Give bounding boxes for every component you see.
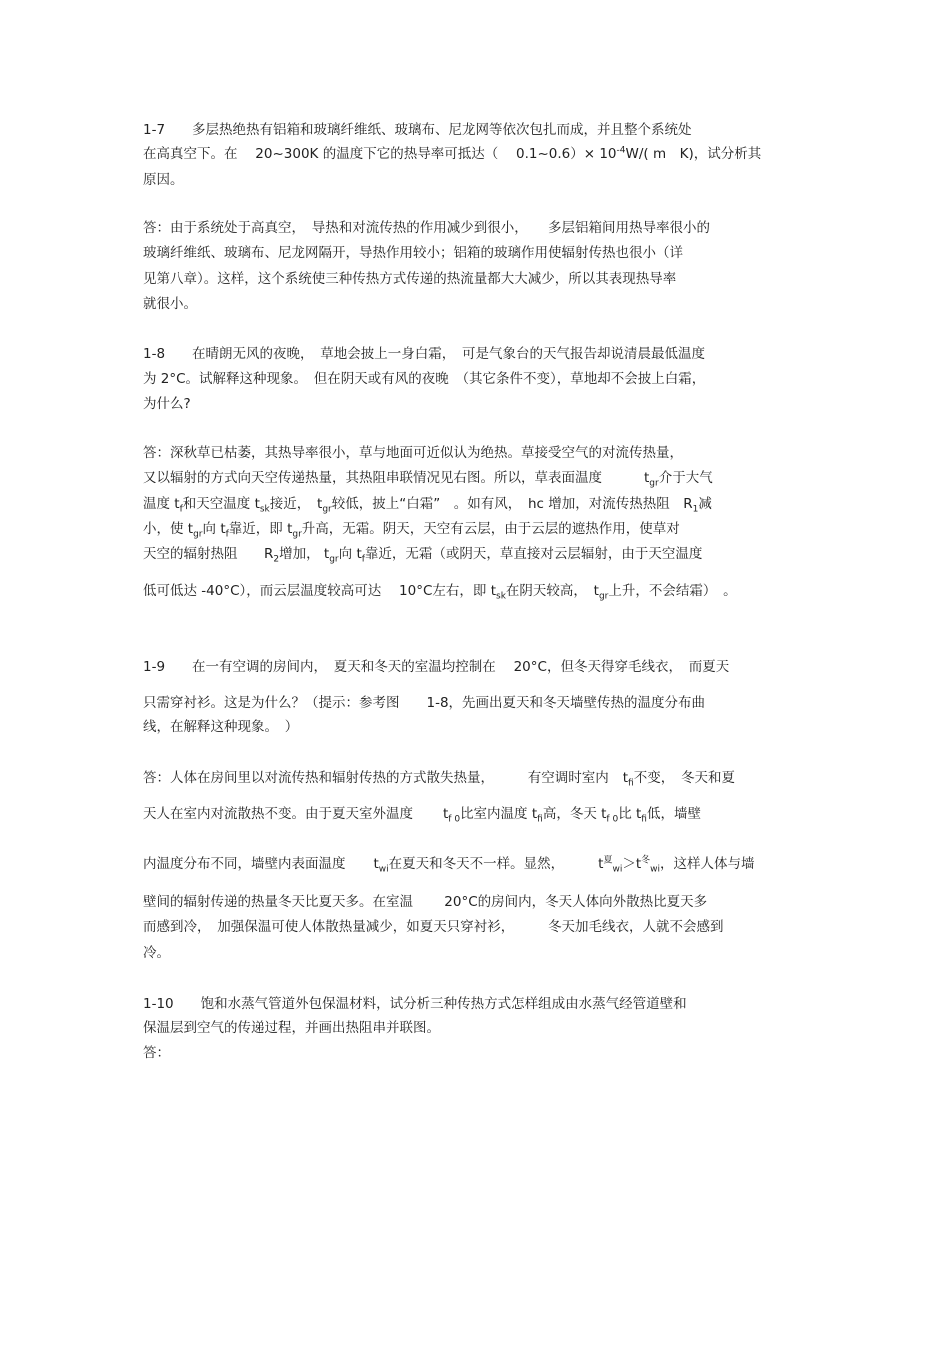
a1-7-line-1: 答：由于系统处于高真空， 导热和对流传热的作用减少到很小， 多层铝箱间用热导率很小的 bbox=[143, 220, 710, 236]
text: 介于大气 bbox=[658, 470, 713, 486]
text: 高，冬天 bbox=[542, 806, 597, 822]
q1-8-line-2: 为 2°C。试解释这种现象。 但在阴天或有风的夜晚 （其它条件不变），草地却不会披上白霜， bbox=[143, 371, 706, 387]
text: 天人在室内对流散热不变。由于夏天室外温度 bbox=[143, 806, 413, 822]
text: 接近， bbox=[269, 496, 304, 512]
t-fi-symbol: $t_{fi}$ bbox=[635, 806, 647, 825]
a1-9-line-2 bbox=[143, 805, 701, 823]
text: 温度 bbox=[143, 496, 170, 512]
t-sk-symbol: $t_{sk}$ bbox=[490, 583, 506, 602]
text: 比 bbox=[618, 806, 632, 822]
text: 小，使 bbox=[143, 521, 184, 537]
text: 升高，无霜。阴天，天空有云层，由于云层的遮热作用，使草对 bbox=[301, 521, 680, 537]
inequality: $t^夏_{wi}>t^冬_{wi}$ bbox=[598, 855, 661, 875]
a1-9-line-3 bbox=[143, 855, 755, 873]
a1-8-line-3 bbox=[143, 495, 712, 513]
t-gr-symbol: $t_{gr}$ bbox=[644, 470, 659, 489]
exponent: -4 bbox=[616, 145, 626, 156]
t-gr-symbol: $t_{gr}$ bbox=[187, 521, 203, 540]
q1-10-line-1: 1-10 饱和水蒸气管道外包保温材料，试分析三种传热方式怎样组成由水蒸气经管道壁和 bbox=[143, 996, 687, 1012]
t-fi-symbol: $t_{fi}$ bbox=[622, 770, 634, 789]
q1-10-line-2: 保温层到空气的传递过程，并画出热阻串并联图。 bbox=[143, 1020, 440, 1036]
a1-8-line-5: 天空的辐射热阻 bbox=[143, 546, 238, 562]
t-f0-symbol: $t_{f 0}$ bbox=[601, 806, 619, 825]
text: 在夏天和冬天不一样。显然， bbox=[388, 856, 565, 872]
q1-7-line-2 bbox=[143, 145, 761, 163]
q1-8-line-3: 为什么? bbox=[143, 396, 191, 412]
a1-8-line-4 bbox=[143, 520, 680, 538]
a1-8-line-6 bbox=[143, 582, 737, 600]
text: 低可低达 -40°C），而云层温度较高可达 10°C左右，即 bbox=[143, 583, 487, 599]
text: 减 bbox=[698, 496, 712, 512]
winter-superscript: 冬 bbox=[641, 855, 651, 866]
a1-9-line-6: 冷。 bbox=[143, 945, 170, 961]
t-f-symbol: $t_f$ bbox=[356, 546, 365, 565]
t-fi-symbol: $t_{fi}$ bbox=[531, 806, 543, 825]
text: 答：人体在房间里以对流传热和辐射传热的方式散失热量， 有空调时室内 bbox=[143, 770, 609, 786]
q1-7-unit-text: W/( m K)，试分析其 bbox=[625, 146, 762, 162]
text: 内温度分布不同，墙壁内表面温度 bbox=[143, 856, 346, 872]
t-f-symbol: $t_f$ bbox=[220, 521, 229, 540]
text: 靠近，即 bbox=[228, 521, 283, 537]
t-f-symbol: $t_f$ bbox=[174, 496, 183, 515]
text: 向 bbox=[338, 546, 353, 562]
q1-9-line-3: 线，在解释这种现象。 ） bbox=[143, 719, 299, 735]
q1-7-line-1: 1-7 多层热绝热有铝箱和玻璃纤维纸、玻璃布、尼龙网等依次包扎而成，并且整个系统处 bbox=[143, 122, 692, 138]
a1-9-line-4: 壁间的辐射传递的热量冬天比夏天多。在室温 20°C的房间内，冬天人体向外散热比夏天多 bbox=[143, 894, 708, 910]
a1-8-line-1: 答：深秋草已枯萎，其热导率很小，草与地面可近似认为绝热。草接受空气的对流传热量， bbox=[143, 445, 683, 461]
text: 不变， 冬天和夏 bbox=[633, 770, 735, 786]
text: 在阴天较高， bbox=[505, 583, 581, 599]
t-wi-symbol: $t_{wi}$ bbox=[373, 856, 389, 875]
a1-9-line-1 bbox=[143, 769, 735, 787]
r1-symbol: $R_1$ bbox=[683, 496, 699, 515]
text: 和天空温度 bbox=[182, 496, 251, 512]
a1-8-line-2 bbox=[143, 469, 713, 487]
q1-9-line-1: 1-9 在一有空调的房间内， 夏天和冬天的室温均控制在 20°C，但冬天得穿毛线衣， 而夏天 bbox=[143, 659, 730, 675]
t-gr-symbol: $t_{gr}$ bbox=[593, 583, 609, 602]
text: 较低，披上“白霜” 。如有风， hc 增加，对流传热热阻 bbox=[331, 496, 670, 512]
r2-symbol: $R_2$ bbox=[264, 546, 280, 565]
text: 靠近，无霜（或阴天，草直接对云层辐射，由于天空温度 bbox=[364, 546, 703, 562]
text: 上升，不会结霜） 。 bbox=[608, 583, 737, 599]
t-gr-symbol: $t_{gr}$ bbox=[323, 546, 339, 565]
a1-7-line-2: 玻璃纤维纸、玻璃布、尼龙网隔开，导热作用较小；铝箱的玻璃作用使辐射传热也很小（详 bbox=[143, 245, 683, 261]
text: 低，墙壁 bbox=[646, 806, 701, 822]
a1-7-line-3: 见第八章）。这样，这个系统使三种传热方式传递的热流量都大大减少，所以其表现热导率 bbox=[143, 271, 677, 287]
text: 又以辐射的方式向天空传递热量，其热阻串联情况见右图。所以，草表面温度 bbox=[143, 470, 602, 486]
text: 增加， bbox=[279, 546, 320, 562]
a1-8-line-5b bbox=[264, 545, 702, 563]
q1-7-line-3: 原因。 bbox=[143, 172, 184, 188]
text: 比室内温度 bbox=[460, 806, 528, 822]
summer-superscript: 夏 bbox=[603, 855, 613, 866]
text: ，这样人体与墙 bbox=[660, 856, 755, 872]
a1-7-line-4: 就很小。 bbox=[143, 296, 197, 312]
t-f0-symbol: $t_{f 0}$ bbox=[443, 806, 461, 825]
t-gr-symbol: $t_{gr}$ bbox=[287, 521, 302, 540]
text: 向 bbox=[202, 521, 217, 537]
t-sk-symbol: $t_{sk}$ bbox=[254, 496, 270, 515]
q1-9-line-2: 只需穿衬衫。这是为什么？（提示：参考图 1-8，先画出夏天和冬天墙壁传热的温度分布曲 bbox=[143, 695, 706, 711]
t-gr-symbol: $t_{gr}$ bbox=[317, 496, 332, 515]
q1-10-answer-label: 答： bbox=[143, 1045, 170, 1061]
q1-7-text: 在高真空下。在 20~300K 的温度下它的热导率可抵达（ 0.1~0.6）× 10 bbox=[143, 146, 617, 162]
a1-9-line-5: 而感到冷， 加强保温可使人体散热量减少，如夏天只穿衬衫， 冬天加毛线衣，人就不会感到 bbox=[143, 919, 724, 935]
q1-8-line-1: 1-8 在晴朗无风的夜晚， 草地会披上一身白霜， 可是气象台的天气报告却说清晨最低温度 bbox=[143, 346, 706, 362]
